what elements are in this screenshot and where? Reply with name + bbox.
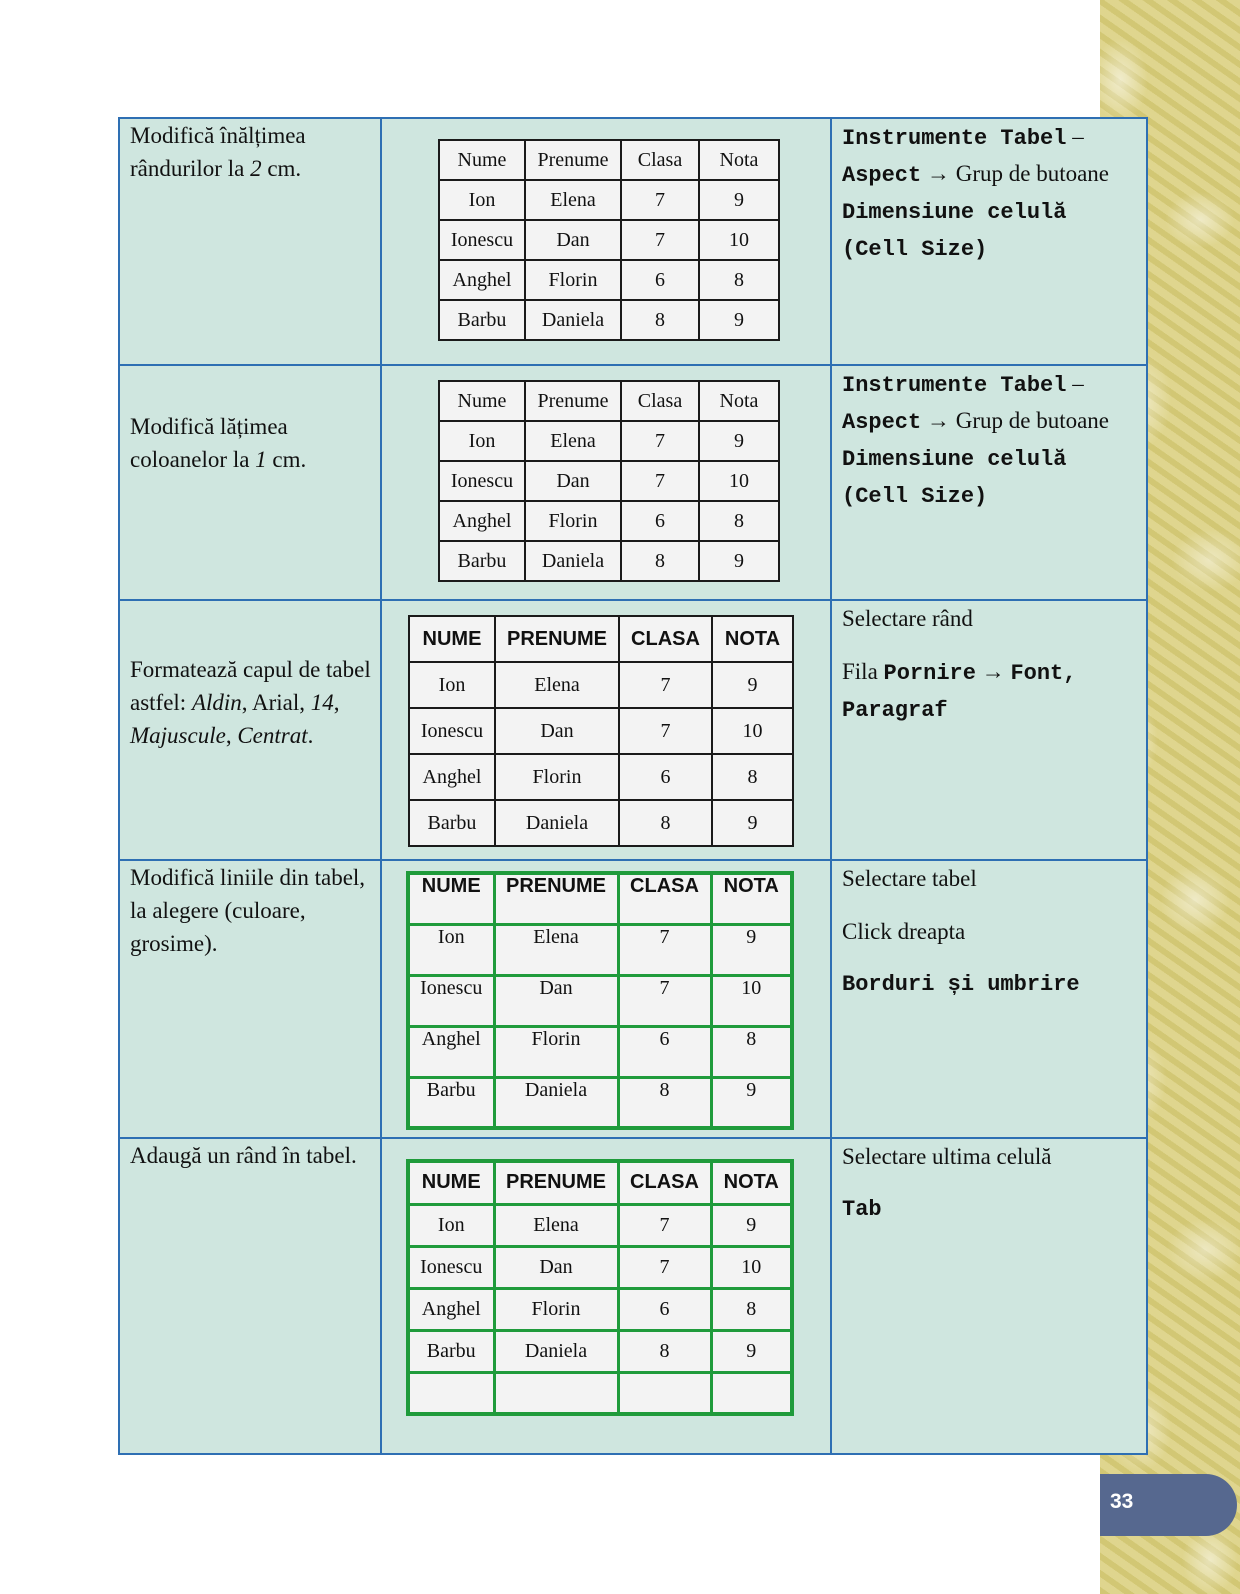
instruction-table xyxy=(118,117,1148,1455)
task-text: Modifică liniile din tabel, la alegere (culoare, grosime). xyxy=(130,865,366,956)
table-row xyxy=(120,859,1146,1137)
table-row xyxy=(120,1137,1146,1453)
added-empty-row xyxy=(408,1372,792,1414)
task-text: Modifică înălțimea rândurilor la 2 cm. xyxy=(130,123,306,181)
instructions: Selectare ultima celulă Tab xyxy=(842,1144,1052,1222)
instructions: Instrumente Tabel – Aspect → Grup de butoane Dimensiune celulă (Cell Size) xyxy=(842,371,1110,509)
table-row xyxy=(120,364,1146,599)
example-table: Nume Prenume Clasa Nota Ion Elena 7 9 Ionescu Dan 7 10 Anghel Florin 6 8 Barbu Daniela 8 9 xyxy=(438,380,780,582)
instructions: Selectare rând Fila Pornire → Font, Paragraf xyxy=(842,606,1077,723)
example-table-green: NUME PRENUME CLASA NOTA Ion Elena 7 9 Ionescu Dan 7 10 Anghel Florin 6 8 Barbu Daniela 8 9 xyxy=(406,1159,794,1416)
page-number: 33 xyxy=(1110,1490,1134,1513)
example-table: Nume Prenume Clasa Nota Ion Elena 7 9 Ionescu Dan 7 10 Anghel Florin 6 8 Barbu Daniela 8 9 xyxy=(438,139,780,341)
example-table-green: NUME PRENUME CLASA NOTA Ion Elena 7 9 Ionescu Dan 7 10 Anghel Florin 6 8 Barbu Daniela 8 9 xyxy=(406,871,794,1130)
instructions: Instrumente Tabel – Aspect → Grup de butoane Dimensiune celulă (Cell Size) xyxy=(842,124,1110,262)
task-text: Adaugă un rând în tabel. xyxy=(130,1143,357,1168)
task-text: Formatează capul de tabel astfel: Aldin, Arial, 14, Majuscule, Centrat. xyxy=(130,657,371,748)
task-text: Modifică lățimea coloanelor la 1 cm. xyxy=(130,414,307,472)
table-row xyxy=(120,119,1146,364)
instructions: Selectare tabel Click dreapta Borduri și umbrire xyxy=(842,866,1080,997)
table-row xyxy=(120,599,1146,859)
example-table: NUME PRENUME CLASA NOTA Ion Elena 7 9 Ionescu Dan 7 10 Anghel Florin 6 8 Barbu Daniela 8 9 xyxy=(408,615,794,847)
